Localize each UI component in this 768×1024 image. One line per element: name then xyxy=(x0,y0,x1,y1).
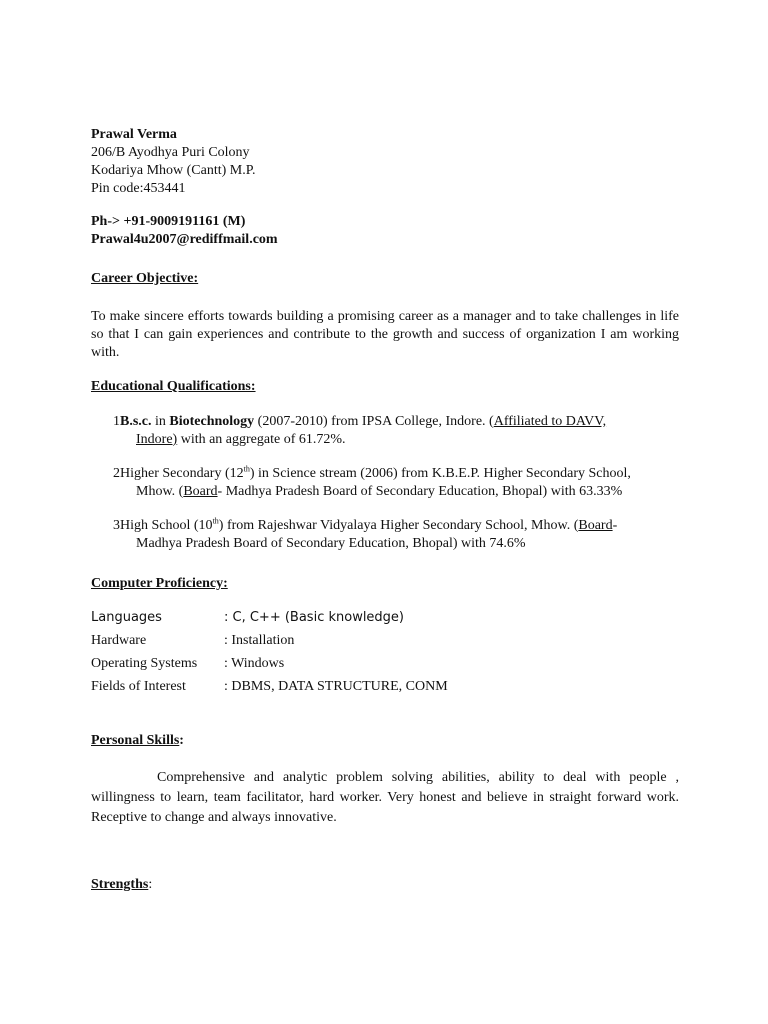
address-line-1: 206/B Ayodhya Puri Colony xyxy=(91,145,250,160)
proficiency-value: : Windows xyxy=(224,656,285,671)
career-objective-text: To make sincere efforts towards building a promising career as a manager and to take challenges in life so that I can gain experiences and contribute to the growth and success of organization I am working with. xyxy=(91,309,679,360)
text: with an aggregate of 61.72%. xyxy=(177,432,346,447)
education-item-1 xyxy=(113,413,679,449)
text: - xyxy=(612,518,618,533)
text: ) in Science stream (2006) from K.B.E.P. Higher Secondary School, xyxy=(249,466,631,481)
proficiency-row-hardware xyxy=(91,631,294,651)
proficiency-row-os xyxy=(91,654,284,674)
heading-colon: : xyxy=(179,733,184,748)
personal-skills-heading xyxy=(91,733,184,749)
education-item-3 xyxy=(113,517,679,553)
address-line-2: Kodariya Mhow (Cantt) M.P. xyxy=(91,163,256,178)
text: (2007-2010) from IPSA College, Indore. ( xyxy=(254,414,494,429)
text: High School (10 xyxy=(120,518,213,533)
superscript: th xyxy=(243,464,250,474)
item-number: 1 xyxy=(113,414,120,429)
affiliation-cont: Indore) xyxy=(136,432,178,447)
item-number: 2 xyxy=(113,466,120,481)
proficiency-key: Operating Systems xyxy=(91,656,198,671)
education-heading: Educational Qualifications: xyxy=(91,379,256,394)
board-label: Board xyxy=(183,484,218,499)
heading-colon: : xyxy=(148,877,153,892)
proficiency-value: : Installation xyxy=(224,633,295,648)
item-number: 3 xyxy=(113,518,120,533)
phone-number: Ph-> +91-9009191161 (M) xyxy=(91,214,246,229)
personal-skills-text: Comprehensive and analytic problem solving abilities, ability to deal with people , willingness to learn, team facilitator, hard worker. Very honest and believe in straight forward work. Receptive to change and always innovative. xyxy=(91,770,679,825)
text: in xyxy=(151,414,170,429)
proficiency-row-interests xyxy=(91,677,448,697)
subject: Biotechnology xyxy=(169,414,255,429)
proficiency-key: Languages xyxy=(91,610,162,625)
proficiency-key: Hardware xyxy=(91,633,147,648)
proficiency-key: Fields of Interest xyxy=(91,679,186,694)
degree: B.s.c. xyxy=(120,414,152,429)
board-label: Board xyxy=(578,518,613,533)
proficiency-value: : C, C++ (Basic knowledge) xyxy=(224,610,405,625)
proficiency-row-languages xyxy=(91,608,404,628)
text: ) from Rajeshwar Vidyalaya Higher Secondary School, Mhow. ( xyxy=(218,518,579,533)
education-item-2 xyxy=(113,465,679,501)
heading-text: Strengths xyxy=(91,877,149,892)
proficiency-value: : DBMS, DATA STRUCTURE, CONM xyxy=(224,679,448,694)
text: Higher Secondary (12 xyxy=(120,466,244,481)
strengths-heading xyxy=(91,877,152,893)
heading-text: Personal Skills xyxy=(91,733,180,748)
superscript: th xyxy=(212,516,219,526)
affiliation: Affiliated to DAVV, xyxy=(493,414,607,429)
computer-heading: Computer Proficiency: xyxy=(91,576,228,591)
career-objective-heading: Career Objective: xyxy=(91,271,199,286)
text: Mhow. ( xyxy=(136,484,184,499)
text: - Madhya Pradesh Board of Secondary Education, Bhopal) with 63.33% xyxy=(217,484,623,499)
candidate-name: Prawal Verma xyxy=(91,127,177,142)
text: Madhya Pradesh Board of Secondary Education, Bhopal) with 74.6% xyxy=(136,536,526,551)
email-address: Prawal4u2007@rediffmail.com xyxy=(91,232,278,247)
pin-code: Pin code:453441 xyxy=(91,181,186,196)
